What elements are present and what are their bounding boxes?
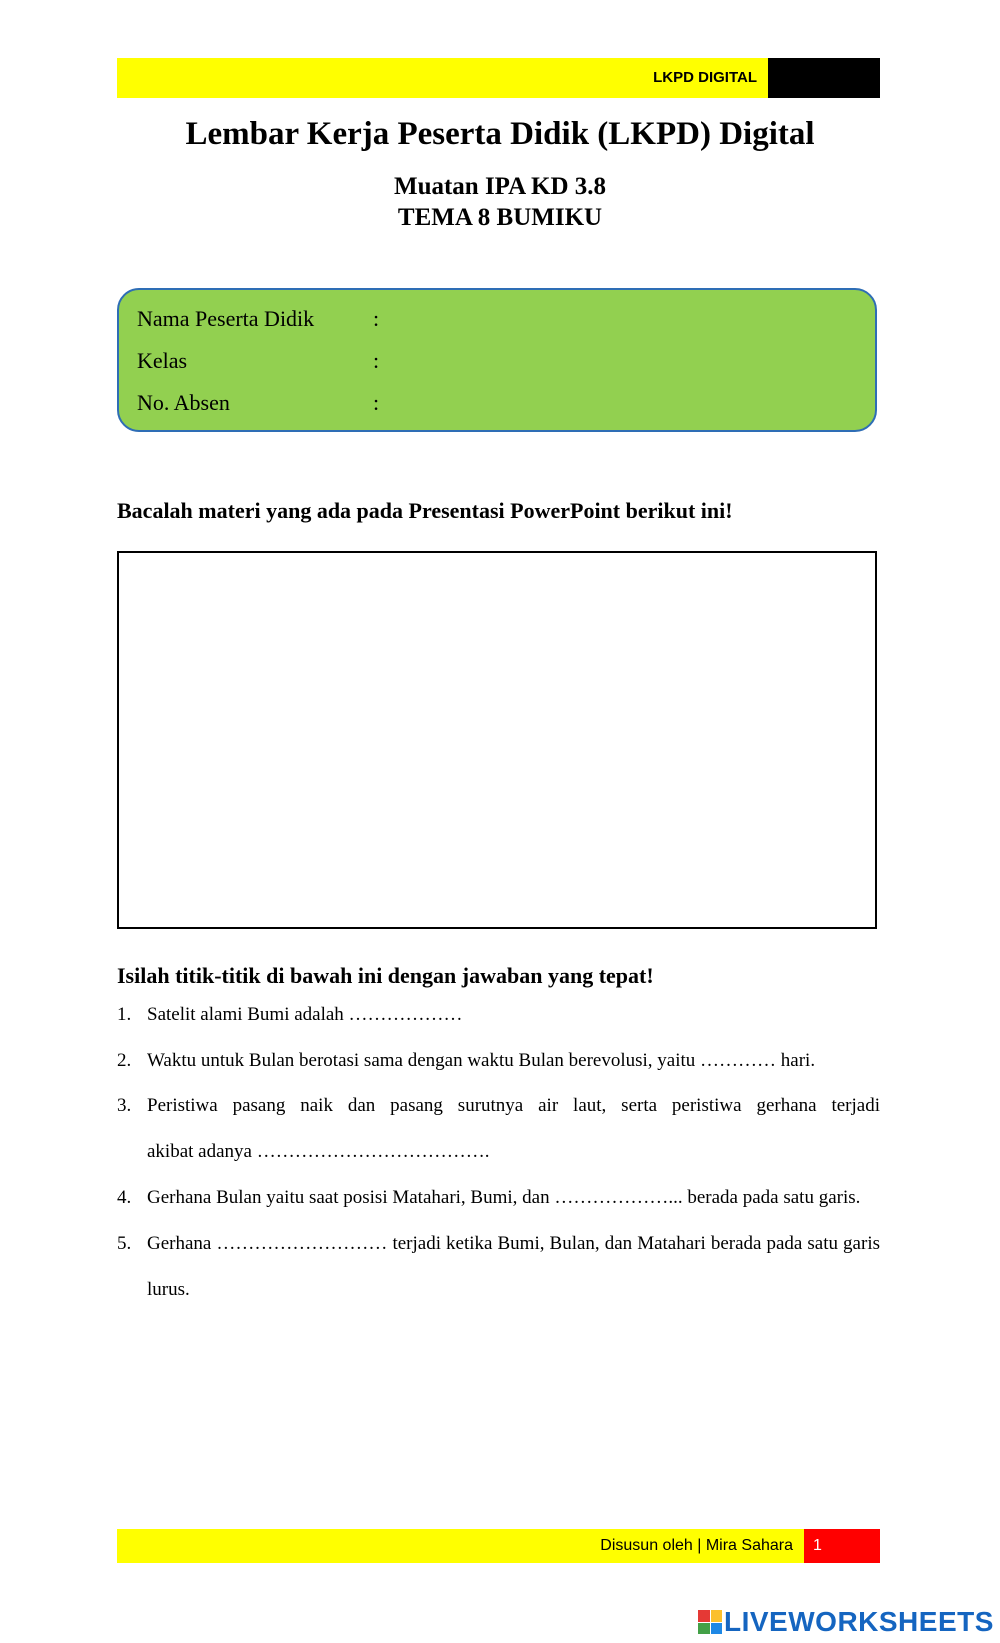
header-black-block [768,58,880,98]
subtitle-theme: TEMA 8 BUMIKU [397,204,603,231]
question-item [117,1221,880,1313]
question-text-continued: akibat adanya ………………………………. [147,1141,490,1162]
identity-label-class: Kelas [137,348,188,373]
question-text: Peristiwa pasang naik dan pasang surutnya air laut, serta peristiwa gerhana terjadi [147,1095,880,1116]
question-text: Satelit alami Bumi adalah ……………… [147,1004,463,1025]
brand-name: LIVEWORKSHEETS [724,1606,994,1637]
student-identity-box [117,288,877,432]
instruction-read: Bacalah materi yang ada pada Presentasi PowerPoint berikut ini! [117,498,733,523]
question-text: Gerhana ……………………… terjadi ketika Bumi, Bulan, dan Matahari berada pada satu garis [147,1233,880,1254]
identity-label-absen: No. Absen [137,390,230,415]
identity-label-name: Nama Peserta Didik [137,306,315,331]
liveworksheets-brand[interactable] [698,1606,994,1638]
identity-colon: : [373,306,380,331]
identity-row-absen [137,388,393,418]
question-item [117,1083,880,1175]
question-text-continued: lurus. [147,1279,190,1300]
question-text: Gerhana Bulan yaitu saat posisi Matahari, Bumi, dan ………………... berada pada satu garis. [147,1187,861,1208]
liveworksheets-logo-icon [698,1610,722,1634]
page-number: 1 [804,1529,880,1563]
footer-bar [117,1529,880,1563]
presentation-embed-area[interactable] [117,551,877,929]
instruction-fill: Isilah titik-titik di bawah ini dengan jawaban yang tepat! [117,963,654,988]
identity-colon: : [373,348,380,373]
question-number: 1. [117,1004,132,1025]
identity-row-class [137,346,393,376]
question-number: 2. [117,1050,132,1071]
question-number: 4. [117,1187,132,1208]
question-item [117,992,880,1038]
page-title: Lembar Kerja Peserta Didik (LKPD) Digital [185,116,815,152]
header-bar [117,58,880,98]
question-item [117,1175,880,1221]
identity-row-name [137,304,393,334]
question-number: 5. [117,1233,132,1254]
header-label: LKPD DIGITAL [653,69,757,86]
footer-author: Disusun oleh | Mira Sahara [600,1537,793,1554]
question-text: Waktu untuk Bulan berotasi sama dengan waktu Bulan berevolusi, yaitu ………… hari. [147,1050,816,1071]
subtitle-subject: Muatan IPA KD 3.8 [393,173,607,200]
identity-colon: : [373,390,380,415]
question-number: 3. [117,1095,132,1116]
question-item [117,1038,880,1084]
